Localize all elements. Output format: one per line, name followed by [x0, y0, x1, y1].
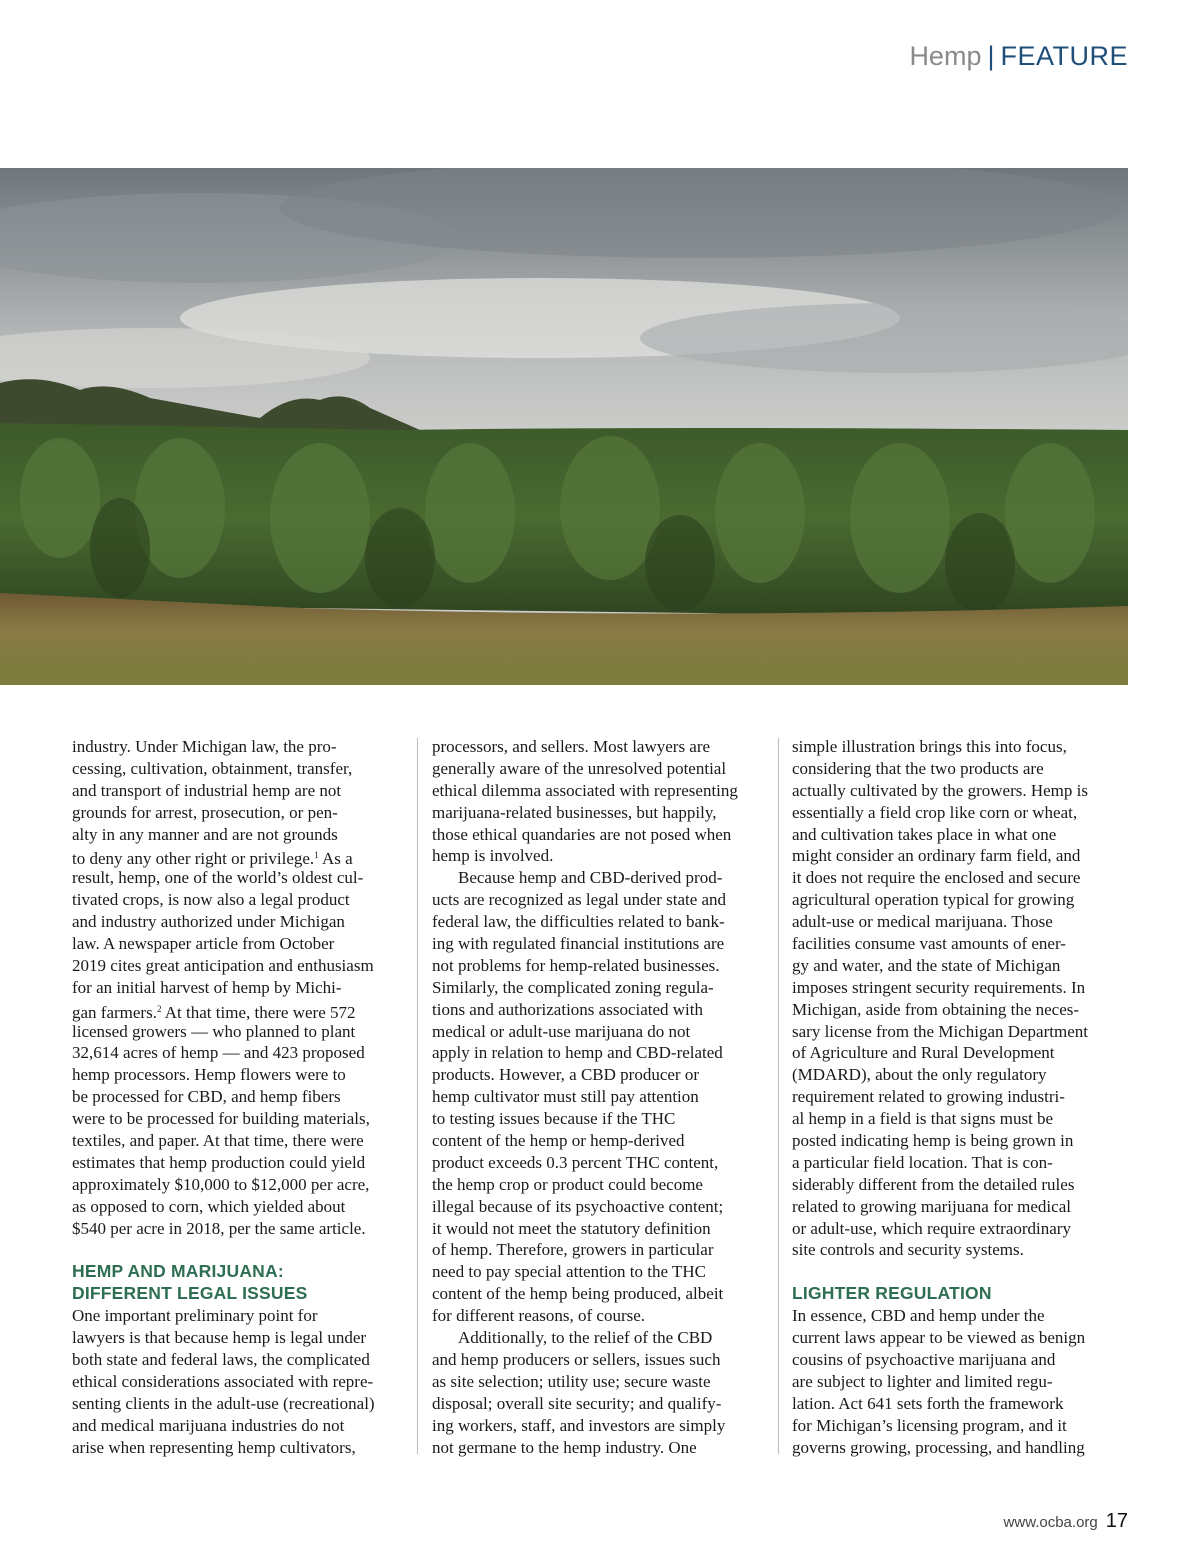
- text-fragment: to deny any other right or privilege.: [72, 849, 315, 869]
- text-line: of hemp. Therefore, growers in particular: [432, 1240, 714, 1260]
- text-line: law. A newspaper article from October: [72, 934, 335, 954]
- text-fragment: As a: [318, 849, 353, 869]
- text-line: facilities consume vast amounts of ener-: [792, 934, 1066, 954]
- text-line: posted indicating hemp is being grown in: [792, 1131, 1074, 1151]
- text-line: licensed growers — who planned to plant: [72, 1021, 356, 1041]
- column-divider: [778, 738, 779, 1454]
- text-line: and industry authorized under Michigan: [72, 912, 345, 932]
- text-line: imposes stringent security requirements. In: [792, 977, 1086, 997]
- text-line: and transport of industrial hemp are not: [72, 780, 342, 800]
- text-line: might consider an ordinary farm field, and: [792, 846, 1081, 866]
- text-line: related to growing marijuana for medical: [792, 1196, 1071, 1216]
- text-line: One important preliminary point for: [72, 1306, 318, 1326]
- text-line: Additionally, to the relief of the CBD: [458, 1328, 713, 1348]
- text-line: for Michigan’s licensing program, and it: [792, 1415, 1067, 1435]
- text-line: ucts are recognized as legal under state and: [432, 890, 727, 910]
- text-line: content of the hemp being produced, albeit: [432, 1284, 724, 1304]
- article-column-2: [432, 736, 770, 1458]
- text-line: federal law, the difficulties related to bank-: [432, 912, 725, 932]
- text-line: agricultural operation typical for growing: [792, 890, 1075, 910]
- text-line: essentially a field crop like corn or wheat,: [792, 802, 1078, 822]
- text-line: al hemp in a field is that signs must be: [792, 1109, 1054, 1129]
- text-line: ethical dilemma associated with representing: [432, 780, 738, 800]
- text-line: as opposed to corn, which yielded about: [72, 1196, 346, 1216]
- text-line: [72, 999, 410, 1021]
- text-line: result, hemp, one of the world’s oldest cul-: [72, 868, 364, 888]
- text-line: those ethical quandaries are not posed when: [432, 824, 732, 844]
- text-line: actually cultivated by the growers. Hemp is: [792, 780, 1088, 800]
- text-line: Similarly, the complicated zoning regula-: [432, 977, 714, 997]
- text-line: content of the hemp or hemp-derived: [432, 1131, 685, 1151]
- feature-label: FEATURE: [1000, 41, 1128, 71]
- section-label: Hemp: [909, 41, 982, 71]
- text-line: it does not require the enclosed and secure: [792, 868, 1081, 888]
- website-link[interactable]: www.ocba.org: [1003, 1514, 1098, 1531]
- text-line: are subject to lighter and limited regu-: [792, 1371, 1053, 1391]
- text-line: not germane to the hemp industry. One: [432, 1437, 697, 1457]
- text-line: generally aware of the unresolved potential: [432, 758, 727, 778]
- paragraph-gap: [72, 1239, 410, 1261]
- text-line: (MDARD), about the only regulatory: [792, 1065, 1047, 1085]
- page-footer: [1004, 1510, 1128, 1533]
- text-line: gy and water, and the state of Michigan: [792, 955, 1061, 975]
- text-line: cousins of psychoactive marijuana and: [792, 1349, 1056, 1369]
- article-column-1: [72, 736, 410, 1458]
- text-line: industry. Under Michigan law, the pro-: [72, 737, 337, 756]
- text-line: medical or adult-use marijuana do not: [432, 1021, 691, 1041]
- text-line: both state and federal laws, the complicated: [72, 1349, 370, 1369]
- text-line: 2019 cites great anticipation and enthusiasm: [72, 955, 374, 975]
- text-line: tivated crops, is now also a legal product: [72, 890, 350, 910]
- text-line: adult-use or medical marijuana. Those: [792, 912, 1053, 932]
- text-line: for different reasons, of course.: [432, 1306, 646, 1326]
- text-line: Because hemp and CBD-derived prod-: [458, 868, 723, 888]
- text-line: $540 per acre in 2018, per the same article.: [72, 1218, 366, 1238]
- text-line: arise when representing hemp cultivators,: [72, 1437, 356, 1457]
- text-line: ing with regulated financial institutions are: [432, 934, 725, 954]
- text-line: for an initial harvest of hemp by Michi-: [72, 977, 342, 997]
- page-number: 17: [1105, 1510, 1128, 1532]
- section-heading: LIGHTER REGULATION: [792, 1283, 992, 1304]
- text-line: sary license from the Michigan Department: [792, 1021, 1088, 1041]
- text-line: governs growing, processing, and handling: [792, 1437, 1085, 1457]
- footnote-marker: 2: [156, 1003, 162, 1014]
- text-line: not problems for hemp-related businesses.: [432, 955, 720, 975]
- text-line: illegal because of its psychoactive content;: [432, 1196, 724, 1216]
- text-line: approximately $10,000 to $12,000 per acre,: [72, 1174, 370, 1194]
- text-line: need to pay special attention to the THC: [432, 1262, 706, 1282]
- text-line: ing workers, staff, and investors are simply: [432, 1415, 726, 1435]
- text-line: products. However, a CBD producer or: [432, 1065, 699, 1085]
- text-line: marijuana-related businesses, but happily,: [432, 802, 717, 822]
- column-divider: [417, 738, 418, 1454]
- text-line: processors, and sellers. Most lawyers are: [432, 737, 711, 756]
- page-header: [909, 36, 1128, 76]
- text-line: senting clients in the adult-use (recreational): [72, 1393, 375, 1413]
- text-line: Michigan, aside from obtaining the neces-: [792, 999, 1080, 1019]
- text-line: textiles, and paper. At that time, there were: [72, 1131, 364, 1151]
- text-line: current laws appear to be viewed as benign: [792, 1328, 1086, 1348]
- text-line: site controls and security systems.: [792, 1240, 1024, 1260]
- footnote-marker: 1: [314, 850, 319, 861]
- section-heading: DIFFERENT LEGAL ISSUES: [72, 1283, 308, 1304]
- text-line: siderably different from the detailed rules: [792, 1174, 1075, 1194]
- text-line: grounds for arrest, prosecution, or pen-: [72, 802, 338, 822]
- text-line: disposal; overall site security; and qualify-: [432, 1393, 722, 1413]
- section-heading: HEMP AND MARIJUANA:: [72, 1261, 284, 1282]
- text-line: 32,614 acres of hemp — and 423 proposed: [72, 1043, 365, 1063]
- text-line: be processed for CBD, and hemp fibers: [72, 1087, 341, 1107]
- text-line: the hemp crop or product could become: [432, 1174, 703, 1194]
- paragraph-gap: [792, 1261, 1130, 1283]
- article-column-3: [792, 736, 1130, 1458]
- text-line: considering that the two products are: [792, 758, 1044, 778]
- text-line: ethical considerations associated with repre-: [72, 1371, 374, 1391]
- text-fragment: gan farmers.: [72, 1002, 157, 1022]
- text-line: lation. Act 641 sets forth the framework: [792, 1393, 1064, 1413]
- text-line: In essence, CBD and hemp under the: [792, 1306, 1045, 1326]
- text-line: hemp cultivator must still pay attention: [432, 1087, 699, 1107]
- text-line: and cultivation takes place in what one: [792, 824, 1057, 844]
- text-fragment: At that time, there were 572: [161, 1002, 356, 1022]
- text-line: lawyers is that because hemp is legal under: [72, 1328, 367, 1348]
- landscape-illustration: [0, 168, 1128, 685]
- header-separator: |: [987, 41, 995, 71]
- text-line: cessing, cultivation, obtainment, transfer,: [72, 758, 353, 778]
- text-line: hemp processors. Hemp flowers were to: [72, 1065, 346, 1085]
- text-line: [72, 845, 410, 867]
- text-line: alty in any manner and are not grounds: [72, 824, 338, 844]
- text-line: product exceeds 0.3 percent THC content,: [432, 1152, 719, 1172]
- text-line: estimates that hemp production could yield: [72, 1152, 366, 1172]
- text-line: of Agriculture and Rural Development: [792, 1043, 1055, 1063]
- text-line: hemp is involved.: [432, 846, 554, 866]
- text-line: it would not meet the statutory definition: [432, 1218, 711, 1238]
- text-line: tions and authorizations associated with: [432, 999, 703, 1019]
- text-line: simple illustration brings this into focus,: [792, 737, 1067, 756]
- text-line: to testing issues because if the THC: [432, 1109, 676, 1129]
- text-line: and medical marijuana industries do not: [72, 1415, 345, 1435]
- hemp-field-photo: [0, 168, 1128, 685]
- text-line: as site selection; utility use; secure waste: [432, 1371, 711, 1391]
- text-line: requirement related to growing industri-: [792, 1087, 1065, 1107]
- text-line: apply in relation to hemp and CBD-related: [432, 1043, 723, 1063]
- text-line: were to be processed for building materials,: [72, 1109, 370, 1129]
- text-line: and hemp producers or sellers, issues such: [432, 1349, 721, 1369]
- text-line: a particular field location. That is con-: [792, 1152, 1053, 1172]
- text-line: or adult-use, which require extraordinary: [792, 1218, 1071, 1238]
